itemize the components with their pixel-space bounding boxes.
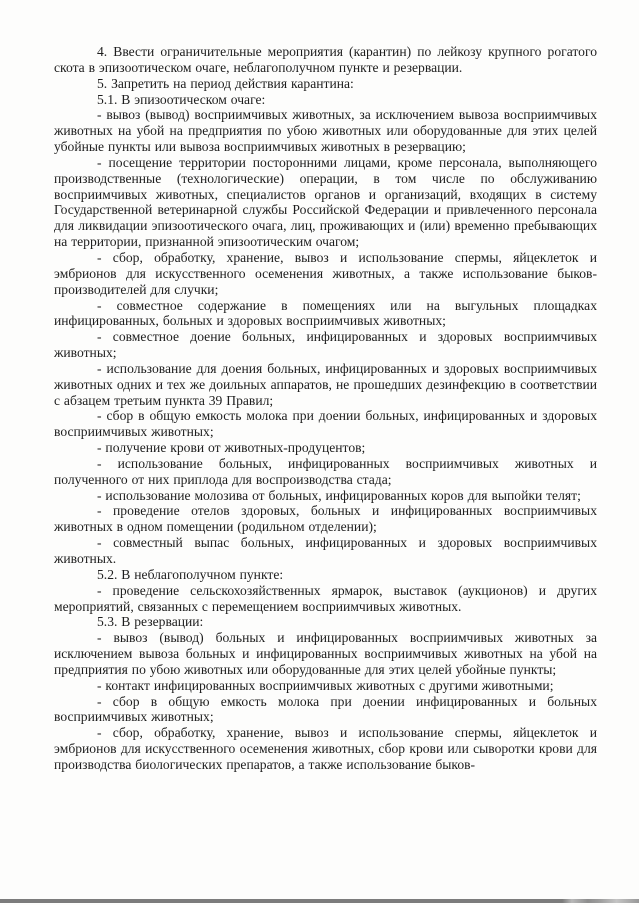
ban-item-herd-reproduction: - использование больных, инфицированных восприимчивых животных и полученного от них приплода для воспроизводства стада; bbox=[54, 455, 597, 487]
ban-item-joint-housing: - совместное содержание в помещениях или на выгульных площадках инфицированных, больных и здоровых восприимчивых животных; bbox=[54, 297, 597, 329]
ban-item-sperm-collection: - сбор, обработку, хранение, вывоз и использование спермы, яйцеклеток и эмбрионов для искусственного осеменения животных, а также использование быков-производителей для случки; bbox=[54, 249, 597, 297]
ban-item-territory-visits: - посещение территории посторонними лицами, кроме персонала, выполняющего производственные (технологические) операции, в том числе по обслуживанию восприимчивых животных, специалистов органов и организаций, входящих в систему Государственной ветеринарной службы Российской Федерации и привлеченного персонала для ликвидации эпизоотического очага, лиц, проживающих и (или) временно пребывающих на территории, признанной эпизоотическим очагом; bbox=[54, 154, 597, 250]
paragraph-point-5-3: 5.3. В резервации: bbox=[97, 614, 204, 630]
paragraph-point-5-1: 5.1. В эпизоотическом очаге: bbox=[97, 91, 266, 107]
ban-item-export-infected: - вывоз (вывод) больных и инфицированных восприимчивых животных за исключением вывоза больных и инфицированных восприимчивых животных на убой на предприятия по убою животных или оборудованные для этих целей убойные пункты; bbox=[54, 630, 597, 677]
scanner-edge-artifact bbox=[0, 899, 639, 903]
ban-item-contact-other-animals: - контакт инфицированных восприимчивых животных с другими животными; bbox=[97, 677, 554, 693]
document-text-block bbox=[54, 44, 597, 773]
ban-item-export-susceptible: - вывоз (вывод) восприимчивых животных, за исключением вывоза восприимчивых животных на убой на предприятия по убою животных или оборудованные для этих целей убойные пункты или вывоза восприимчивых животных в резервацию; bbox=[54, 107, 597, 155]
ban-item-common-milk-container-reservation: - сбор в общую емкость молока при доении инфицированных и больных восприимчивых животных; bbox=[54, 693, 597, 725]
ban-item-sperm-blood-collection-reservation: - сбор, обработку, хранение, вывоз и использование спермы, яйцеклеток и эмбрионов для искусственного осеменения животных, сбор крови или сыворотки крови для производства биологических препаратов, а также использование быков- bbox=[54, 725, 597, 772]
ban-item-blood-collection: - получение крови от животных-продуцентов; bbox=[97, 440, 366, 456]
ban-item-joint-milking: - совместное доение больных, инфицированных и здоровых восприимчивых животных; bbox=[54, 329, 597, 361]
ban-item-common-milk-container: - сбор в общую емкость молока при доении больных, инфицированных и здоровых восприимчивых животных; bbox=[54, 408, 597, 440]
ban-item-calving-same-room: - проведение отелов здоровых, больных и инфицированных восприимчивых животных в одном помещении (родильном отделении); bbox=[54, 503, 597, 535]
paragraph-point-5: 5. Запретить на период действия карантина: bbox=[97, 75, 354, 91]
paragraph-point-5-2: 5.2. В неблагополучном пункте: bbox=[97, 566, 284, 582]
ban-item-colostrum-use: - использование молозива от больных, инфицированных коров для выпойки телят; bbox=[97, 487, 581, 503]
ban-item-shared-milking-machines: - использование для доения больных, инфицированных и здоровых восприимчивых животных одних и тех же доильных аппаратов, не прошедших дезинфекцию в соответствии с абзацем третьим пункта 39 Правил; bbox=[54, 360, 597, 408]
paragraph-point-4: 4. Ввести ограничительные мероприятия (карантин) по лейкозу крупного рогатого скота в эпизоотическом очаге, неблагополучном пункте и резервации. bbox=[54, 44, 597, 75]
ban-item-fairs-exhibitions: - проведение сельскохозяйственных ярмарок, выставок (аукционов) и других мероприятий, связанных с перемещением восприимчивых животных. bbox=[54, 582, 597, 614]
ban-item-joint-grazing: - совместный выпас больных, инфицированных и здоровых восприимчивых животных. bbox=[54, 535, 597, 566]
